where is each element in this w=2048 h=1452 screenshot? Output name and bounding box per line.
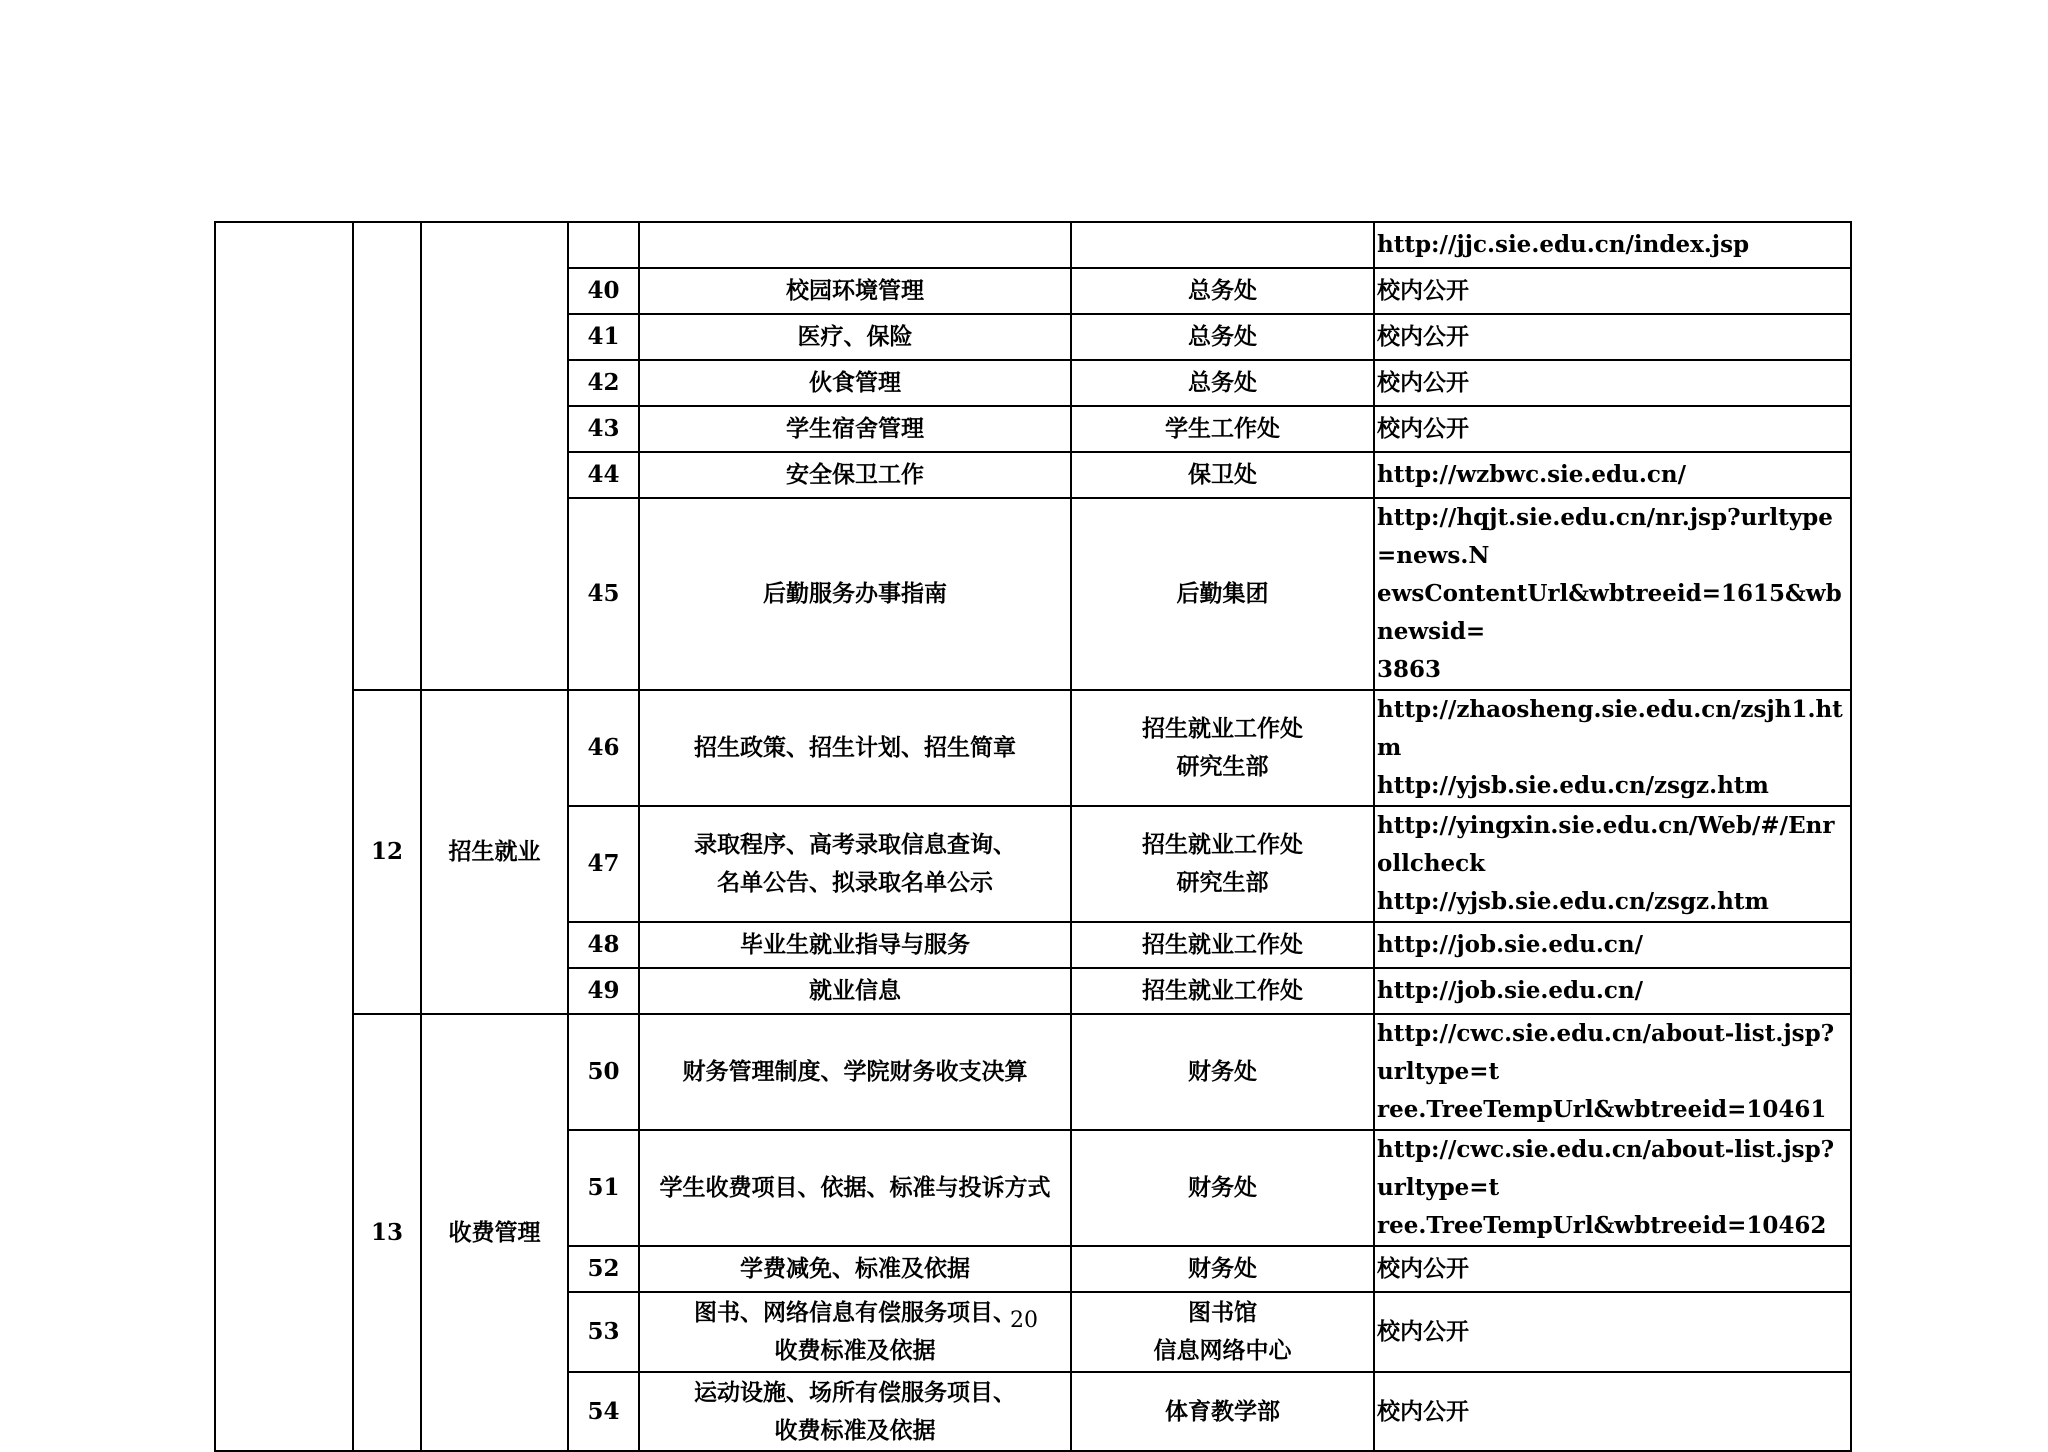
table-row [215,1014,1851,1130]
disclosure-channel-line: http://zhaosheng.sie.edu.cn/zsjh1.htm [1377,696,1843,761]
item-content-line: 伙食管理 [809,369,901,396]
responsible-dept-line: 招生就业工作处 [1142,715,1303,742]
disclosure-channel [1374,968,1851,1014]
item-content-line: 录取程序、高考录取信息查询、 [694,831,1016,858]
item-content [639,1372,1071,1451]
disclosure-channel-line: ewsContentUrl&wbtreeid=1615&wbnewsid= [1377,580,1842,645]
responsible-dept [1071,690,1374,806]
disclosure-channel [1374,452,1851,498]
item-content-line: 收费标准及依据 [774,1416,936,1444]
responsible-dept-line: 总务处 [1188,323,1257,350]
disclosure-channel-line: http://hqjt.sie.edu.cn/nr.jsp?urltype=news.N [1377,504,1833,569]
disclosure-channel [1374,1014,1851,1130]
responsible-dept-line: 保卫处 [1188,461,1257,488]
disclosure-channel-line: http://wzbwc.sie.edu.cn/ [1377,461,1686,488]
responsible-dept-line: 财务处 [1188,1058,1257,1085]
item-content [639,1246,1071,1292]
disclosure-channel [1374,314,1851,360]
item-number: 53 [568,1292,639,1372]
item-content [639,1130,1071,1246]
disclosure-channel [1374,806,1851,922]
table-body [215,222,1851,1451]
disclosure-channel-line: 校内公开 [1377,1255,1469,1282]
item-number: 40 [568,268,639,314]
disclosure-channel [1374,498,1851,690]
group-name [421,222,568,690]
responsible-dept-line: 后勤集团 [1176,580,1269,607]
item-number: 48 [568,922,639,968]
item-number: 46 [568,690,639,806]
responsible-dept [1071,968,1374,1014]
item-content-line: 医疗、保险 [797,323,913,350]
disclosure-channel [1374,360,1851,406]
group-name: 收费管理 [421,1014,568,1451]
item-number: 49 [568,968,639,1014]
item-number: 43 [568,406,639,452]
item-content [639,268,1071,314]
group-number [353,222,421,690]
responsible-dept [1071,314,1374,360]
responsible-dept [1071,222,1374,268]
item-content-line: 图书、网络信息有偿服务项目、 [694,1299,1016,1326]
disclosure-channel-line: http://cwc.sie.edu.cn/about-list.jsp?urltype=t [1377,1136,1835,1201]
responsible-dept-line: 招生就业工作处 [1142,831,1303,858]
item-content-line: 就业信息 [809,977,901,1004]
category-cell [215,222,353,1451]
responsible-dept-line: 图书馆 [1188,1299,1257,1326]
item-content-line: 校园环境管理 [786,277,924,304]
item-content [639,222,1071,268]
item-content [639,922,1071,968]
item-number: 54 [568,1372,639,1451]
page-number: 20 [1010,1308,1038,1333]
disclosure-channel [1374,1372,1851,1451]
responsible-dept [1071,922,1374,968]
item-content-line: 学费减免、标准及依据 [740,1255,970,1282]
item-content [639,360,1071,406]
group-number: 12 [353,690,421,1014]
item-content-line: 学生收费项目、依据、标准与投诉方式 [659,1174,1051,1201]
disclosure-channel-line: 校内公开 [1377,277,1469,304]
group-name: 招生就业 [421,690,568,1014]
item-number: 51 [568,1130,639,1246]
item-content [639,498,1071,690]
responsible-dept [1071,806,1374,922]
item-number [568,222,639,268]
item-number: 44 [568,452,639,498]
disclosure-channel [1374,406,1851,452]
responsible-dept-line: 体育教学部 [1165,1397,1280,1425]
item-content-line: 名单公告、拟录取名单公示 [717,869,993,896]
disclosure-channel [1374,268,1851,314]
disclosure-channel-line: http://yingxin.sie.edu.cn/Web/#/Enrollcheck [1377,812,1835,877]
responsible-dept-line: 招生就业工作处 [1142,931,1303,958]
item-content-line: 收费标准及依据 [774,1337,936,1364]
disclosure-channel-line: 校内公开 [1377,323,1469,350]
responsible-dept [1071,1130,1374,1246]
group-number: 13 [353,1014,421,1451]
responsible-dept-line: 财务处 [1188,1174,1257,1201]
responsible-dept [1071,1246,1374,1292]
responsible-dept-line: 财务处 [1188,1255,1257,1282]
responsible-dept-line: 信息网络中心 [1153,1337,1292,1364]
responsible-dept [1071,1014,1374,1130]
disclosure-channel-line: http://job.sie.edu.cn/ [1377,931,1643,958]
disclosure-channel-line: 校内公开 [1377,1318,1469,1345]
responsible-dept [1071,1372,1374,1451]
responsible-dept-line: 研究生部 [1176,869,1269,896]
item-number: 50 [568,1014,639,1130]
responsible-dept [1071,498,1374,690]
item-content [639,452,1071,498]
item-number: 47 [568,806,639,922]
disclosure-channel-line: 校内公开 [1377,1397,1469,1425]
disclosure-channel-line: 3863 [1377,656,1442,683]
responsible-dept [1071,268,1374,314]
item-content-line: 安全保卫工作 [786,461,924,488]
item-content [639,406,1071,452]
disclosure-channel [1374,1246,1851,1292]
disclosure-channel-line: 校内公开 [1377,415,1469,442]
disclosure-channel [1374,922,1851,968]
item-number: 45 [568,498,639,690]
responsible-dept-line: 总务处 [1188,369,1257,396]
item-content-line: 招生政策、招生计划、招生简章 [694,734,1016,761]
item-content [639,690,1071,806]
item-content [639,1014,1071,1130]
disclosure-channel-line: http://jjc.sie.edu.cn/index.jsp [1377,231,1750,258]
disclosure-channel-line: ree.TreeTempUrl&wbtreeid=10462 [1377,1212,1827,1239]
responsible-dept [1071,452,1374,498]
responsible-dept-line: 招生就业工作处 [1142,977,1303,1004]
item-content [639,968,1071,1014]
disclosure-channel-line: http://yjsb.sie.edu.cn/zsgz.htm [1377,888,1769,915]
item-number: 41 [568,314,639,360]
item-content-line: 后勤服务办事指南 [763,580,947,607]
item-content-line: 运动设施、场所有偿服务项目、 [694,1378,1016,1406]
responsible-dept [1071,360,1374,406]
item-content-line: 学生宿舍管理 [786,415,924,442]
disclosure-channel-line: http://cwc.sie.edu.cn/about-list.jsp?urltype=t [1377,1020,1835,1085]
item-content-line: 毕业生就业指导与服务 [740,931,970,958]
item-content [639,314,1071,360]
disclosure-channel-line: http://job.sie.edu.cn/ [1377,977,1643,1004]
item-content-line: 财务管理制度、学院财务收支决算 [682,1058,1028,1085]
disclosure-channel-line: ree.TreeTempUrl&wbtreeid=10461 [1377,1096,1827,1123]
disclosure-table [214,221,1852,1452]
responsible-dept [1071,406,1374,452]
disclosure-channel [1374,690,1851,806]
item-number: 42 [568,360,639,406]
disclosure-channel [1374,222,1851,268]
responsible-dept-line: 研究生部 [1176,753,1269,780]
item-content [639,806,1071,922]
item-number: 52 [568,1246,639,1292]
responsible-dept-line: 学生工作处 [1165,415,1280,442]
table-row [215,222,1851,268]
disclosure-channel-line: 校内公开 [1377,369,1469,396]
responsible-dept-line: 总务处 [1188,277,1257,304]
table-row [215,690,1851,806]
disclosure-channel [1374,1130,1851,1246]
disclosure-channel-line: http://yjsb.sie.edu.cn/zsgz.htm [1377,772,1769,799]
